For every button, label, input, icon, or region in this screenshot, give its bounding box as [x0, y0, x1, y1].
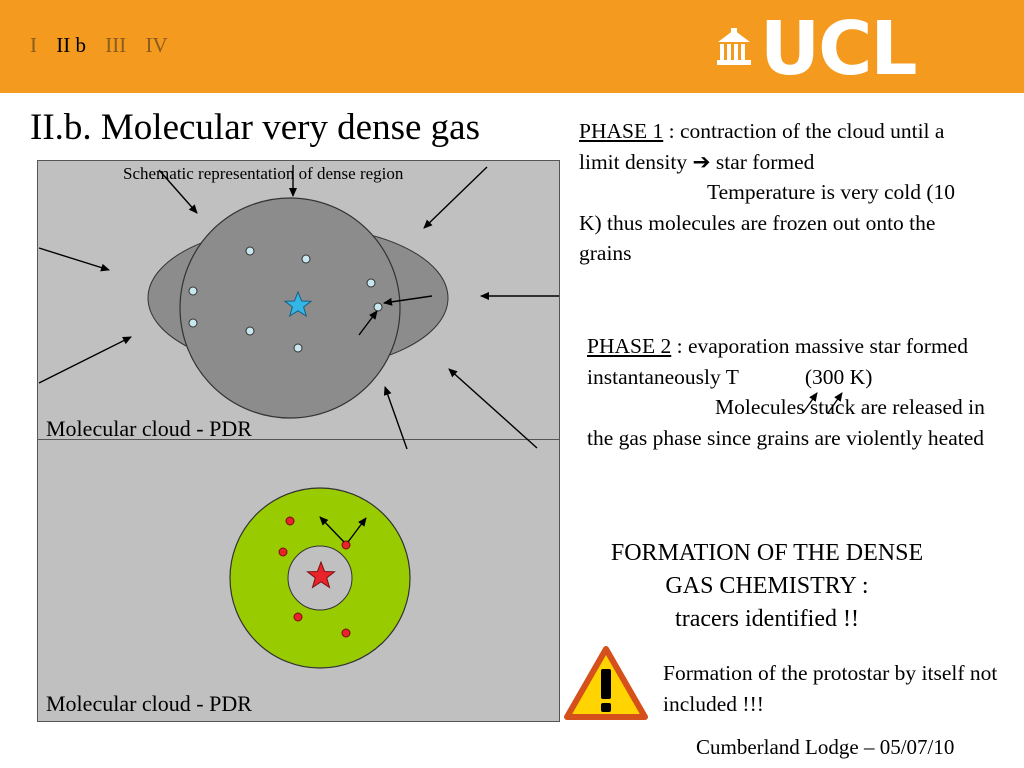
phase2-text	[587, 331, 987, 453]
slide-title: II.b. Molecular very dense gas	[30, 107, 480, 148]
phase2-heading: PHASE 2	[587, 334, 672, 358]
phase2-line2: (300 K)	[804, 364, 873, 389]
phase1-line2: star formed	[710, 149, 815, 174]
phase1-line1: : contraction of the cloud until a limit density	[579, 119, 945, 174]
cloud-label-top: Molecular cloud - PDR	[46, 416, 252, 441]
phase1-text	[579, 116, 979, 269]
protostar-note: Formation of the protostar by itself not included !!!	[663, 661, 998, 716]
formation-statement	[587, 537, 947, 636]
nav-item-iib[interactable]: II b	[56, 33, 86, 57]
phase2-line1: : evaporation massive star formed instantaneously T	[587, 334, 968, 389]
phase2-molecules: Molecules stuck are released in the gas phase since grains are violently heated	[587, 395, 985, 450]
right-arrow-icon: ➔	[692, 149, 711, 174]
formation-line2: tracers identified !!	[675, 606, 859, 632]
nav-item-iv[interactable]: IV	[145, 33, 168, 57]
cloud-label-bottom: Molecular cloud - PDR	[46, 691, 252, 716]
phase1-temperature: Temperature is very cold (10 K) thus molecules are frozen out onto the grains	[579, 180, 956, 265]
warning-icon	[563, 645, 649, 723]
footer-credit: Cumberland Lodge – 05/07/10	[696, 735, 955, 759]
nav-item-iii[interactable]: III	[105, 33, 127, 57]
schematic-label: Schematic representation of dense region	[123, 164, 404, 183]
phase1-heading: PHASE 1	[579, 119, 664, 143]
nav-item-i[interactable]: I	[30, 33, 37, 57]
ucl-logo: UCL	[760, 6, 916, 92]
formation-line1: FORMATION OF THE DENSE GAS CHEMISTRY :	[610, 540, 924, 599]
inner-core-circle	[180, 198, 400, 418]
